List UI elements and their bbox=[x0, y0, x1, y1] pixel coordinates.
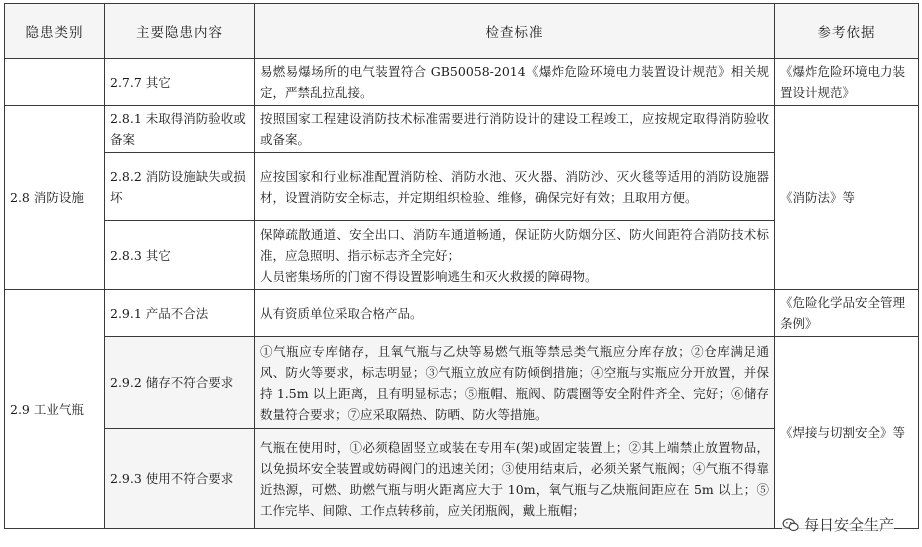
standard-2-7-7: 易燃易爆场所的电气装置符合 GB50058-2014《爆炸危险环境电力装置设计规范》相关规定，严禁乱拉乱接。 bbox=[255, 59, 775, 106]
reference-2-8: 《消防法》等 bbox=[775, 106, 919, 290]
standard-2-9-2: ①气瓶应专库储存，且氧气瓶与乙炔等易燃气瓶等禁忌类气瓶应分库存放；②仓库满足通风、防火等要求，标志明显；③气瓶立放应有防倾倒措施；④空瓶与实瓶应分开放置，并保持 1.5m 以上距离，且有明显标志；⑤瓶帽、瓶阀、防震圈等安全附件齐全、完好；⑥储存数量符合要求；⑦应采取隔热、防晒、防火等措施。 bbox=[255, 337, 775, 429]
item-2-8-3: 2.8.3 其它 bbox=[105, 221, 255, 290]
header-reference: 参考依据 bbox=[775, 4, 919, 59]
standard-2-8-1: 按照国家工程建设消防技术标准需要进行消防设计的建设工程竣工，应按规定取得消防验收或备案。 bbox=[255, 106, 775, 153]
item-2-8-1: 2.8.1 未取得消防验收或备案 bbox=[105, 106, 255, 153]
table-row bbox=[5, 106, 919, 153]
item-2-9-3: 2.9.3 使用不符合要求 bbox=[105, 429, 255, 529]
category-2-8: 2.8 消防设施 bbox=[5, 106, 105, 290]
reference-2-9-1: 《危险化学品安全管理条例》 bbox=[775, 290, 919, 337]
watermark bbox=[782, 514, 894, 535]
standard-2-9-1: 从有资质单位采取合格产品。 bbox=[255, 290, 775, 337]
header-content: 主要隐患内容 bbox=[105, 4, 255, 59]
item-2-9-1: 2.9.1 产品不合法 bbox=[105, 290, 255, 337]
table-row bbox=[5, 59, 919, 106]
standard-2-8-3-part1: 保障疏散通道、安全出口、消防车通道畅通，保证防火防烟分区、防火间距符合消防技术标准，应急照明、指示标志齐全完好； bbox=[260, 226, 769, 263]
standard-2-8-3 bbox=[255, 221, 775, 290]
reference-2-9-shared: 《焊接与切割安全》等 bbox=[775, 337, 919, 529]
header-category: 隐患类别 bbox=[5, 4, 105, 59]
standard-2-9-3: 气瓶在使用时，①必须稳固竖立或装在专用车(架)或固定装置上；②其上端禁止放置物品，以免损坏安全装置或妨碍阀门的迅速关闭；③使用结束后，必须关紧气瓶阀；④气瓶不得靠近热源，可燃、助燃气瓶与明火距离应大于 10m，氧气瓶与乙炔瓶间距应在 5m 以上；⑤工作完毕、间隙、工作点转移前，应关闭瓶阀，戴上瓶帽； bbox=[255, 429, 775, 529]
header-standard: 检查标准 bbox=[255, 4, 775, 59]
standard-2-8-3-part2: 人员密集场所的门窗不得设置影响逃生和灭火救援的障碍物。 bbox=[260, 268, 598, 284]
watermark-text: 每日安全生产 bbox=[803, 516, 894, 534]
table-row bbox=[5, 290, 919, 337]
table-row bbox=[5, 337, 919, 429]
standard-2-8-2: 应按国家和行业标准配置消防栓、消防水池、灭火器、消防沙、灭火毯等适用的消防设施器材，设置消防安全标志，并定期组织检验、维修，确保完好有效；且取用方便。 bbox=[255, 153, 775, 221]
item-2-8-2: 2.8.2 消防设施缺失或损坏 bbox=[105, 153, 255, 221]
category-cell-empty bbox=[5, 59, 105, 106]
category-2-9: 2.9 工业气瓶 bbox=[5, 290, 105, 529]
wechat-icon bbox=[782, 516, 800, 534]
reference-2-7-7: 《爆炸危险环境电力装置设计规范》 bbox=[775, 59, 919, 106]
item-2-9-2: 2.9.2 储存不符合要求 bbox=[105, 337, 255, 429]
hazard-inspection-table bbox=[4, 3, 919, 529]
item-2-7-7: 2.7.7 其它 bbox=[105, 59, 255, 106]
table-header-row bbox=[5, 4, 919, 59]
